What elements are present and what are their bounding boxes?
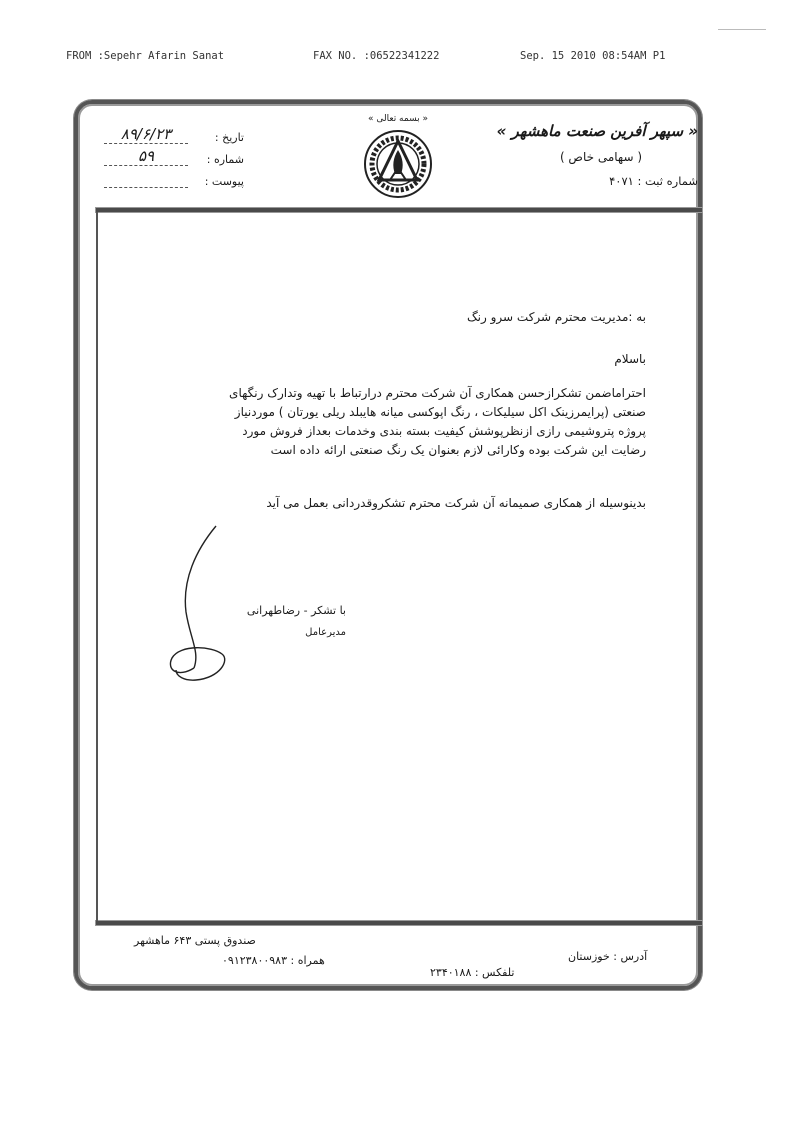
mobile-number: همراه : ۰۹۱۲۳۸۰۰۹۸۳ xyxy=(222,954,325,967)
po-box: صندوق پستی ۶۴۳ ماهشهر xyxy=(134,934,256,947)
registration-label: شماره ثبت : xyxy=(637,174,698,188)
recipient-line: به :مدیریت محترم شرکت سرو رنگ xyxy=(466,310,646,324)
attachment-row xyxy=(104,166,244,188)
date-value: ۸۹/۶/۲۳ xyxy=(104,125,188,144)
signoff-name: با تشکر - رضاطهرانی xyxy=(246,604,346,617)
company-type: ( سهامی خاص ) xyxy=(559,150,642,164)
header-divider xyxy=(96,208,702,212)
telfax-number: تلفکس : ۲۳۴۰۱۸۸ xyxy=(430,966,515,979)
signoff-title: مدیرعامل xyxy=(305,627,346,638)
number-value: ۵۹ xyxy=(104,147,188,166)
left-margin-line xyxy=(96,212,98,921)
footer-divider xyxy=(96,921,702,925)
registration-number xyxy=(448,174,698,188)
attachment-value xyxy=(104,187,188,188)
company-logo-icon xyxy=(362,128,434,200)
bismillah: « بسمه تعالی » xyxy=(368,114,428,124)
company-block xyxy=(448,122,698,188)
date-row xyxy=(104,122,244,144)
company-name: « سپهر آفرین صنعت ماهشهر » xyxy=(496,122,698,140)
fax-transmission-header xyxy=(0,50,794,70)
greeting: باسلام xyxy=(614,352,646,366)
number-row xyxy=(104,144,244,166)
attachment-label: پیوست : xyxy=(204,175,244,188)
closing-line: بدینوسیله از همکاری صمیمانه آن شرکت محترم تشکروقدردانی بعمل می آید xyxy=(266,496,646,510)
corner-mark xyxy=(718,29,766,30)
number-label: شماره : xyxy=(206,153,244,166)
reference-block xyxy=(104,122,244,188)
date-label: تاریخ : xyxy=(214,131,244,144)
fax-date: Sep. 15 2010 08:54AM P1 xyxy=(520,50,666,62)
fax-number: FAX NO. :06522341222 xyxy=(313,50,440,62)
letter-body: احتراماضمن تشکرازحسن همکاری آن شرکت محترم درارتباط با تهیه وتدارک رنگهای صنعتی (پرایمرزینک اکل سیلیکات ، رنگ اپوکسی میانه هایبلد ریلی یورتان ) موردنیاز پروژه پتروشیمی رازی ازنظرپوشش کیفیت بسته بندی وخدمات بعداز فروش مورد رضایت این شرکت بوده وکارائی لازم بعنوان یک رنگ صنعتی ارائه داده است xyxy=(229,386,646,457)
registration-value: ۴۰۷۱ xyxy=(609,174,634,188)
address: آدرس : خوزستان xyxy=(568,950,648,963)
fax-from: FROM :Sepehr Afarin Sanat xyxy=(66,50,225,62)
